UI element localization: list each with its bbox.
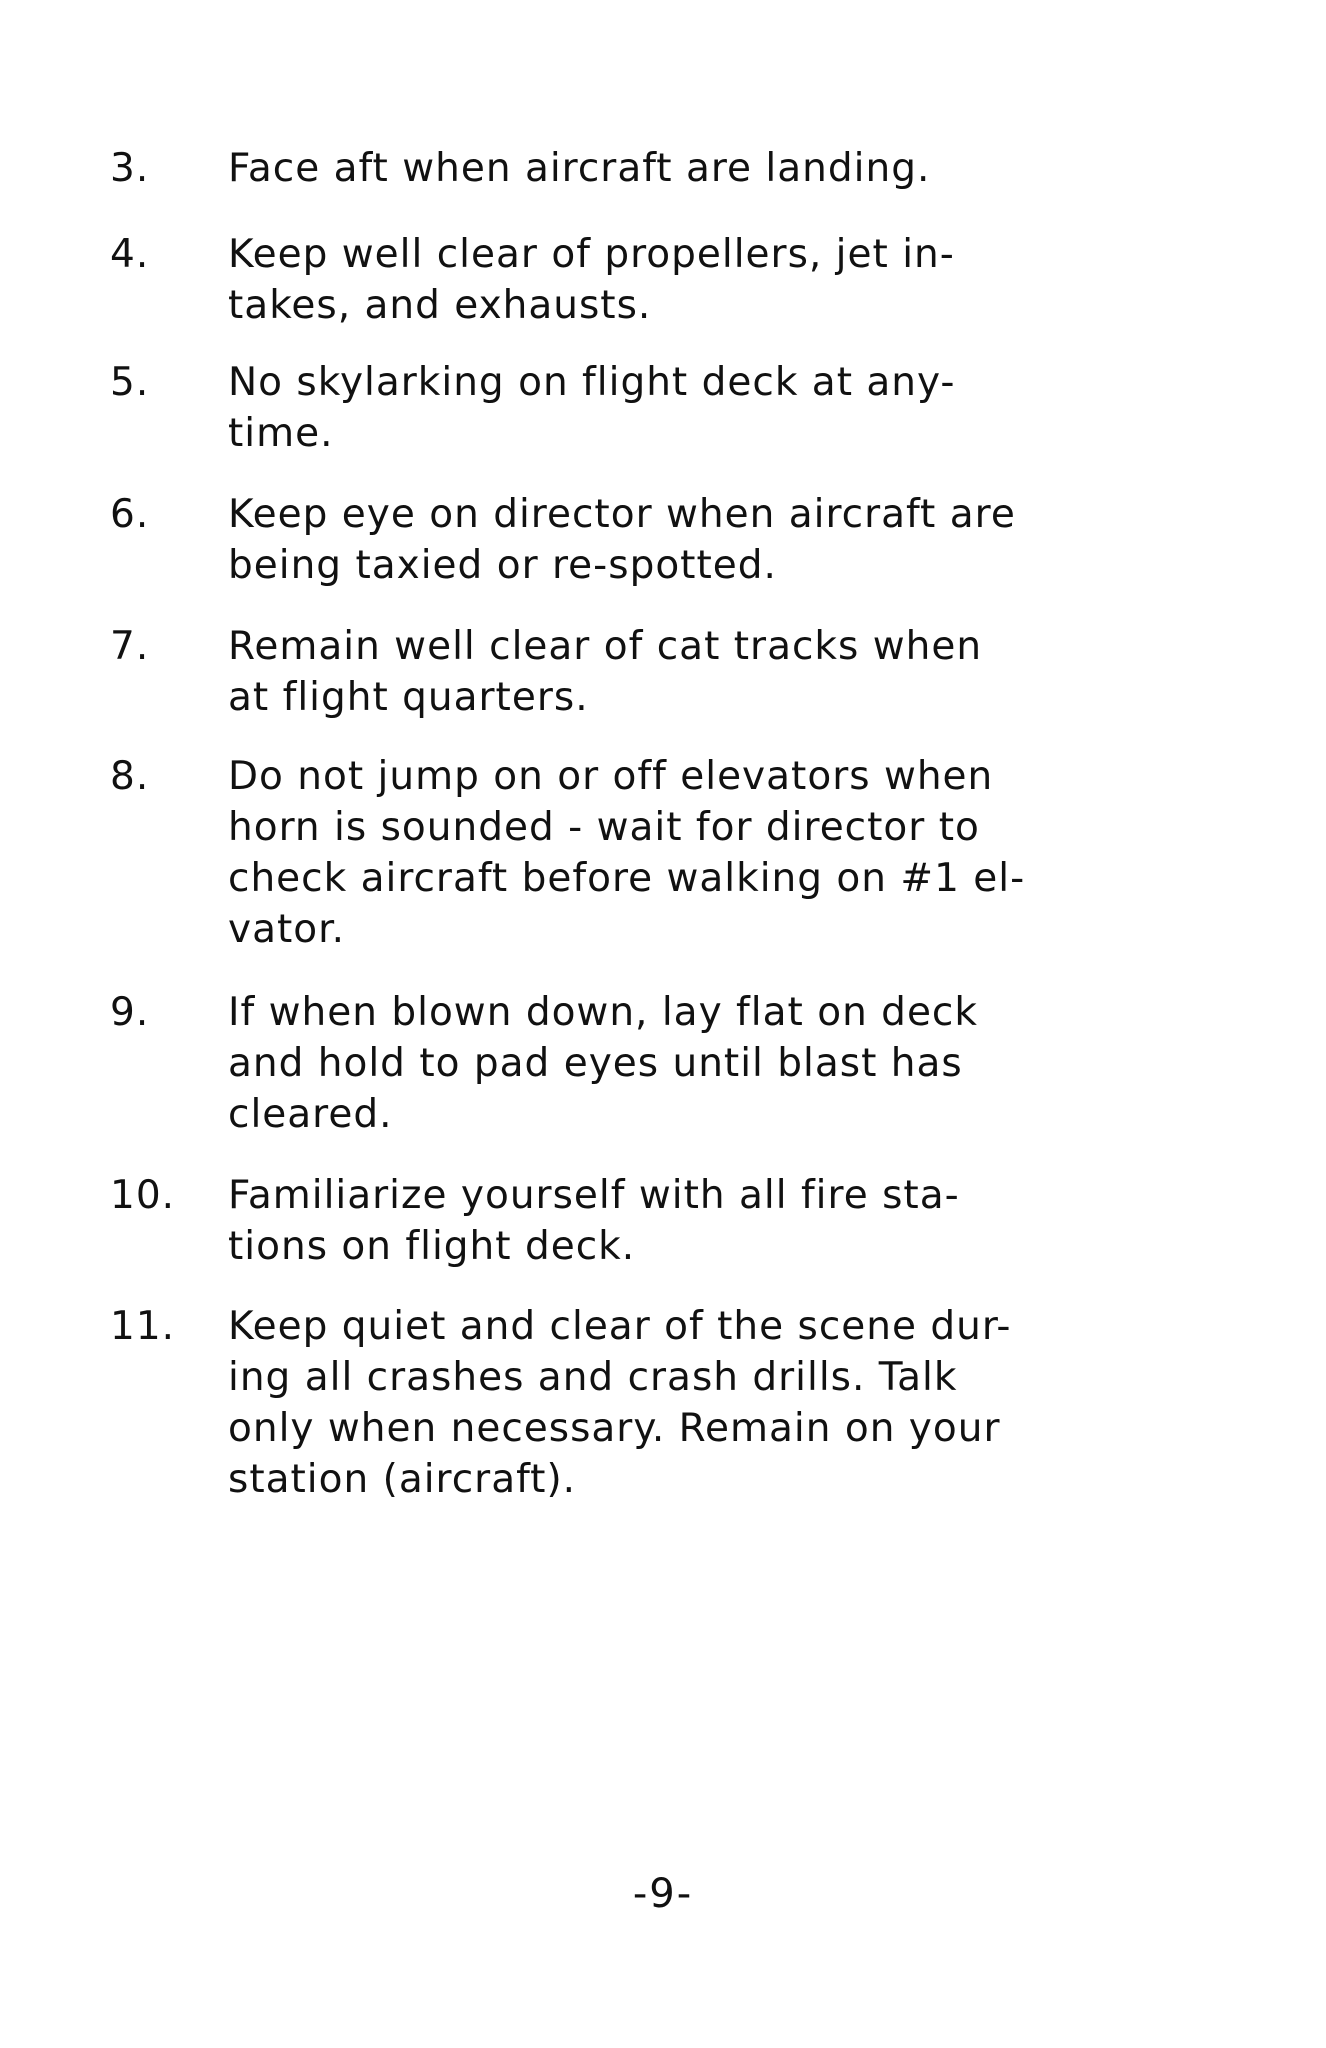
rule-line: horn is sounded - wait for director to [228,805,980,850]
rule-line: No skylarking on flight deck at any- [228,360,956,405]
rule-number: 11. [110,1304,176,1349]
rule-item [110,229,1190,331]
rule-line: Keep quiet and clear of the scene dur- [228,1304,1012,1349]
rule-line: Keep well clear of propellers, jet in- [228,232,955,277]
rule-number: 3. [110,146,150,191]
rule-number: 10. [110,1173,176,1218]
rule-text [228,1170,1188,1272]
rule-item [110,1170,1190,1272]
rule-number: 4. [110,232,150,277]
rule-number: 9. [110,990,150,1035]
rule-number: 6. [110,492,150,537]
page-number: -9- [632,1871,694,1917]
rule-line: time. [228,411,334,456]
rule-line: takes, and exhausts. [228,283,652,328]
rule-line: only when necessary. Remain on your [228,1406,1001,1451]
rule-item [110,489,1190,591]
rule-text [228,489,1188,591]
rule-line: station (aircraft). [228,1457,577,1502]
rule-line: tions on flight deck. [228,1224,636,1269]
rule-line: vator. [228,907,345,952]
rule-item [110,987,1190,1140]
rule-item [110,143,1190,194]
rule-line: and hold to pad eyes until blast has [228,1041,963,1086]
rule-line: Keep eye on director when aircraft are [228,492,1016,537]
rule-number: 8. [110,754,150,799]
rule-line: Familiarize yourself with all fire sta- [228,1173,960,1218]
rule-text [228,1301,1188,1505]
rule-text [228,987,1188,1140]
rule-item [110,621,1190,723]
rule-item [110,357,1190,459]
rule-line: cleared. [228,1092,393,1137]
rule-line: being taxied or re-spotted. [228,543,777,588]
rule-line: Remain well clear of cat tracks when [228,624,983,669]
rule-number: 7. [110,624,150,669]
rule-line: ing all crashes and crash drills. Talk [228,1355,958,1400]
rule-line: check aircraft before walking on #1 el- [228,856,1026,901]
rule-text [228,357,1188,459]
rule-text [228,229,1188,331]
rule-item [110,1301,1190,1505]
rule-line: If when blown down, lay flat on deck [228,990,978,1035]
safety-rules-list [110,143,1190,1505]
rule-text [228,621,1188,723]
rule-item [110,751,1190,955]
rule-line: Do not jump on or off elevators when [228,754,994,799]
rule-line: at flight quarters. [228,675,589,720]
rule-number: 5. [110,360,150,405]
rule-text [228,751,1188,955]
rule-text [228,143,1188,194]
rule-line: Face aft when aircraft are landing. [228,146,931,191]
